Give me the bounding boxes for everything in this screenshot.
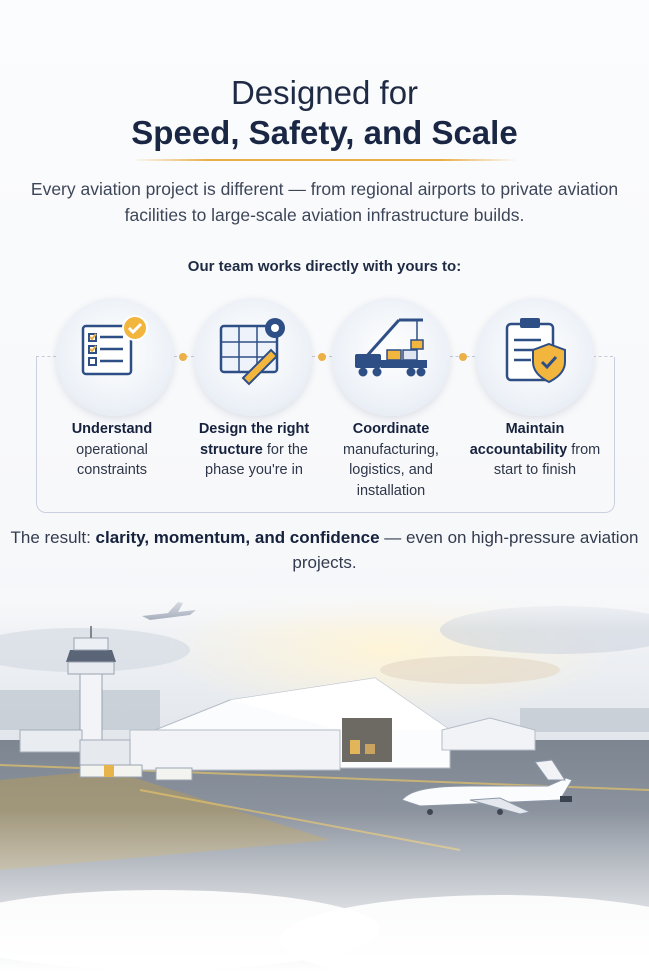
connector-line bbox=[36, 356, 56, 357]
clipboard-shield-icon bbox=[495, 312, 575, 392]
step-2-circle bbox=[194, 298, 312, 416]
blueprint-gear-icon bbox=[213, 312, 293, 392]
crane-truck-icon bbox=[351, 312, 431, 392]
step-2-text bbox=[184, 419, 324, 481]
step-3-circle bbox=[332, 298, 450, 416]
connector-line bbox=[593, 356, 613, 357]
airport-hangar-scene bbox=[0, 590, 649, 971]
step-1-title: Understand bbox=[71, 421, 153, 437]
step-3-text bbox=[321, 419, 461, 501]
step-4-desc: from start to finish bbox=[493, 441, 601, 478]
result-prefix: The result: bbox=[10, 528, 96, 547]
step-3-desc: manufacturing, logistics, and installation bbox=[343, 441, 439, 499]
step-1-circle bbox=[56, 298, 174, 416]
title-line-1: Designed for bbox=[230, 74, 419, 111]
step-1-desc: operational constraints bbox=[76, 441, 148, 478]
connector-dot bbox=[318, 353, 326, 361]
title-line-2: Speed, Safety, and Scale bbox=[131, 114, 518, 151]
step-4-title: Maintain accountability bbox=[469, 421, 568, 458]
step-4-text bbox=[465, 419, 605, 481]
step-4-circle bbox=[476, 298, 594, 416]
result-text bbox=[0, 525, 649, 575]
step-2-title: Design the right structure bbox=[198, 421, 310, 458]
checklist-icon bbox=[75, 312, 155, 392]
intro-text: Every aviation project is different — from regional airports to private aviation facilities to large-scale aviation infrastructure builds. bbox=[30, 179, 619, 225]
result-emphasis: clarity, momentum, and confidence bbox=[95, 528, 380, 547]
step-3-title: Coordinate bbox=[352, 421, 430, 437]
connector-dot bbox=[459, 353, 467, 361]
step-2-desc: for the phase you're in bbox=[205, 441, 308, 478]
result-suffix: — even on high-pressure aviation projects. bbox=[292, 528, 639, 572]
title-underline bbox=[132, 159, 517, 161]
lead-text: Our team works directly with yours to: bbox=[187, 258, 462, 275]
connector-dot bbox=[179, 353, 187, 361]
step-1-text bbox=[42, 419, 182, 481]
